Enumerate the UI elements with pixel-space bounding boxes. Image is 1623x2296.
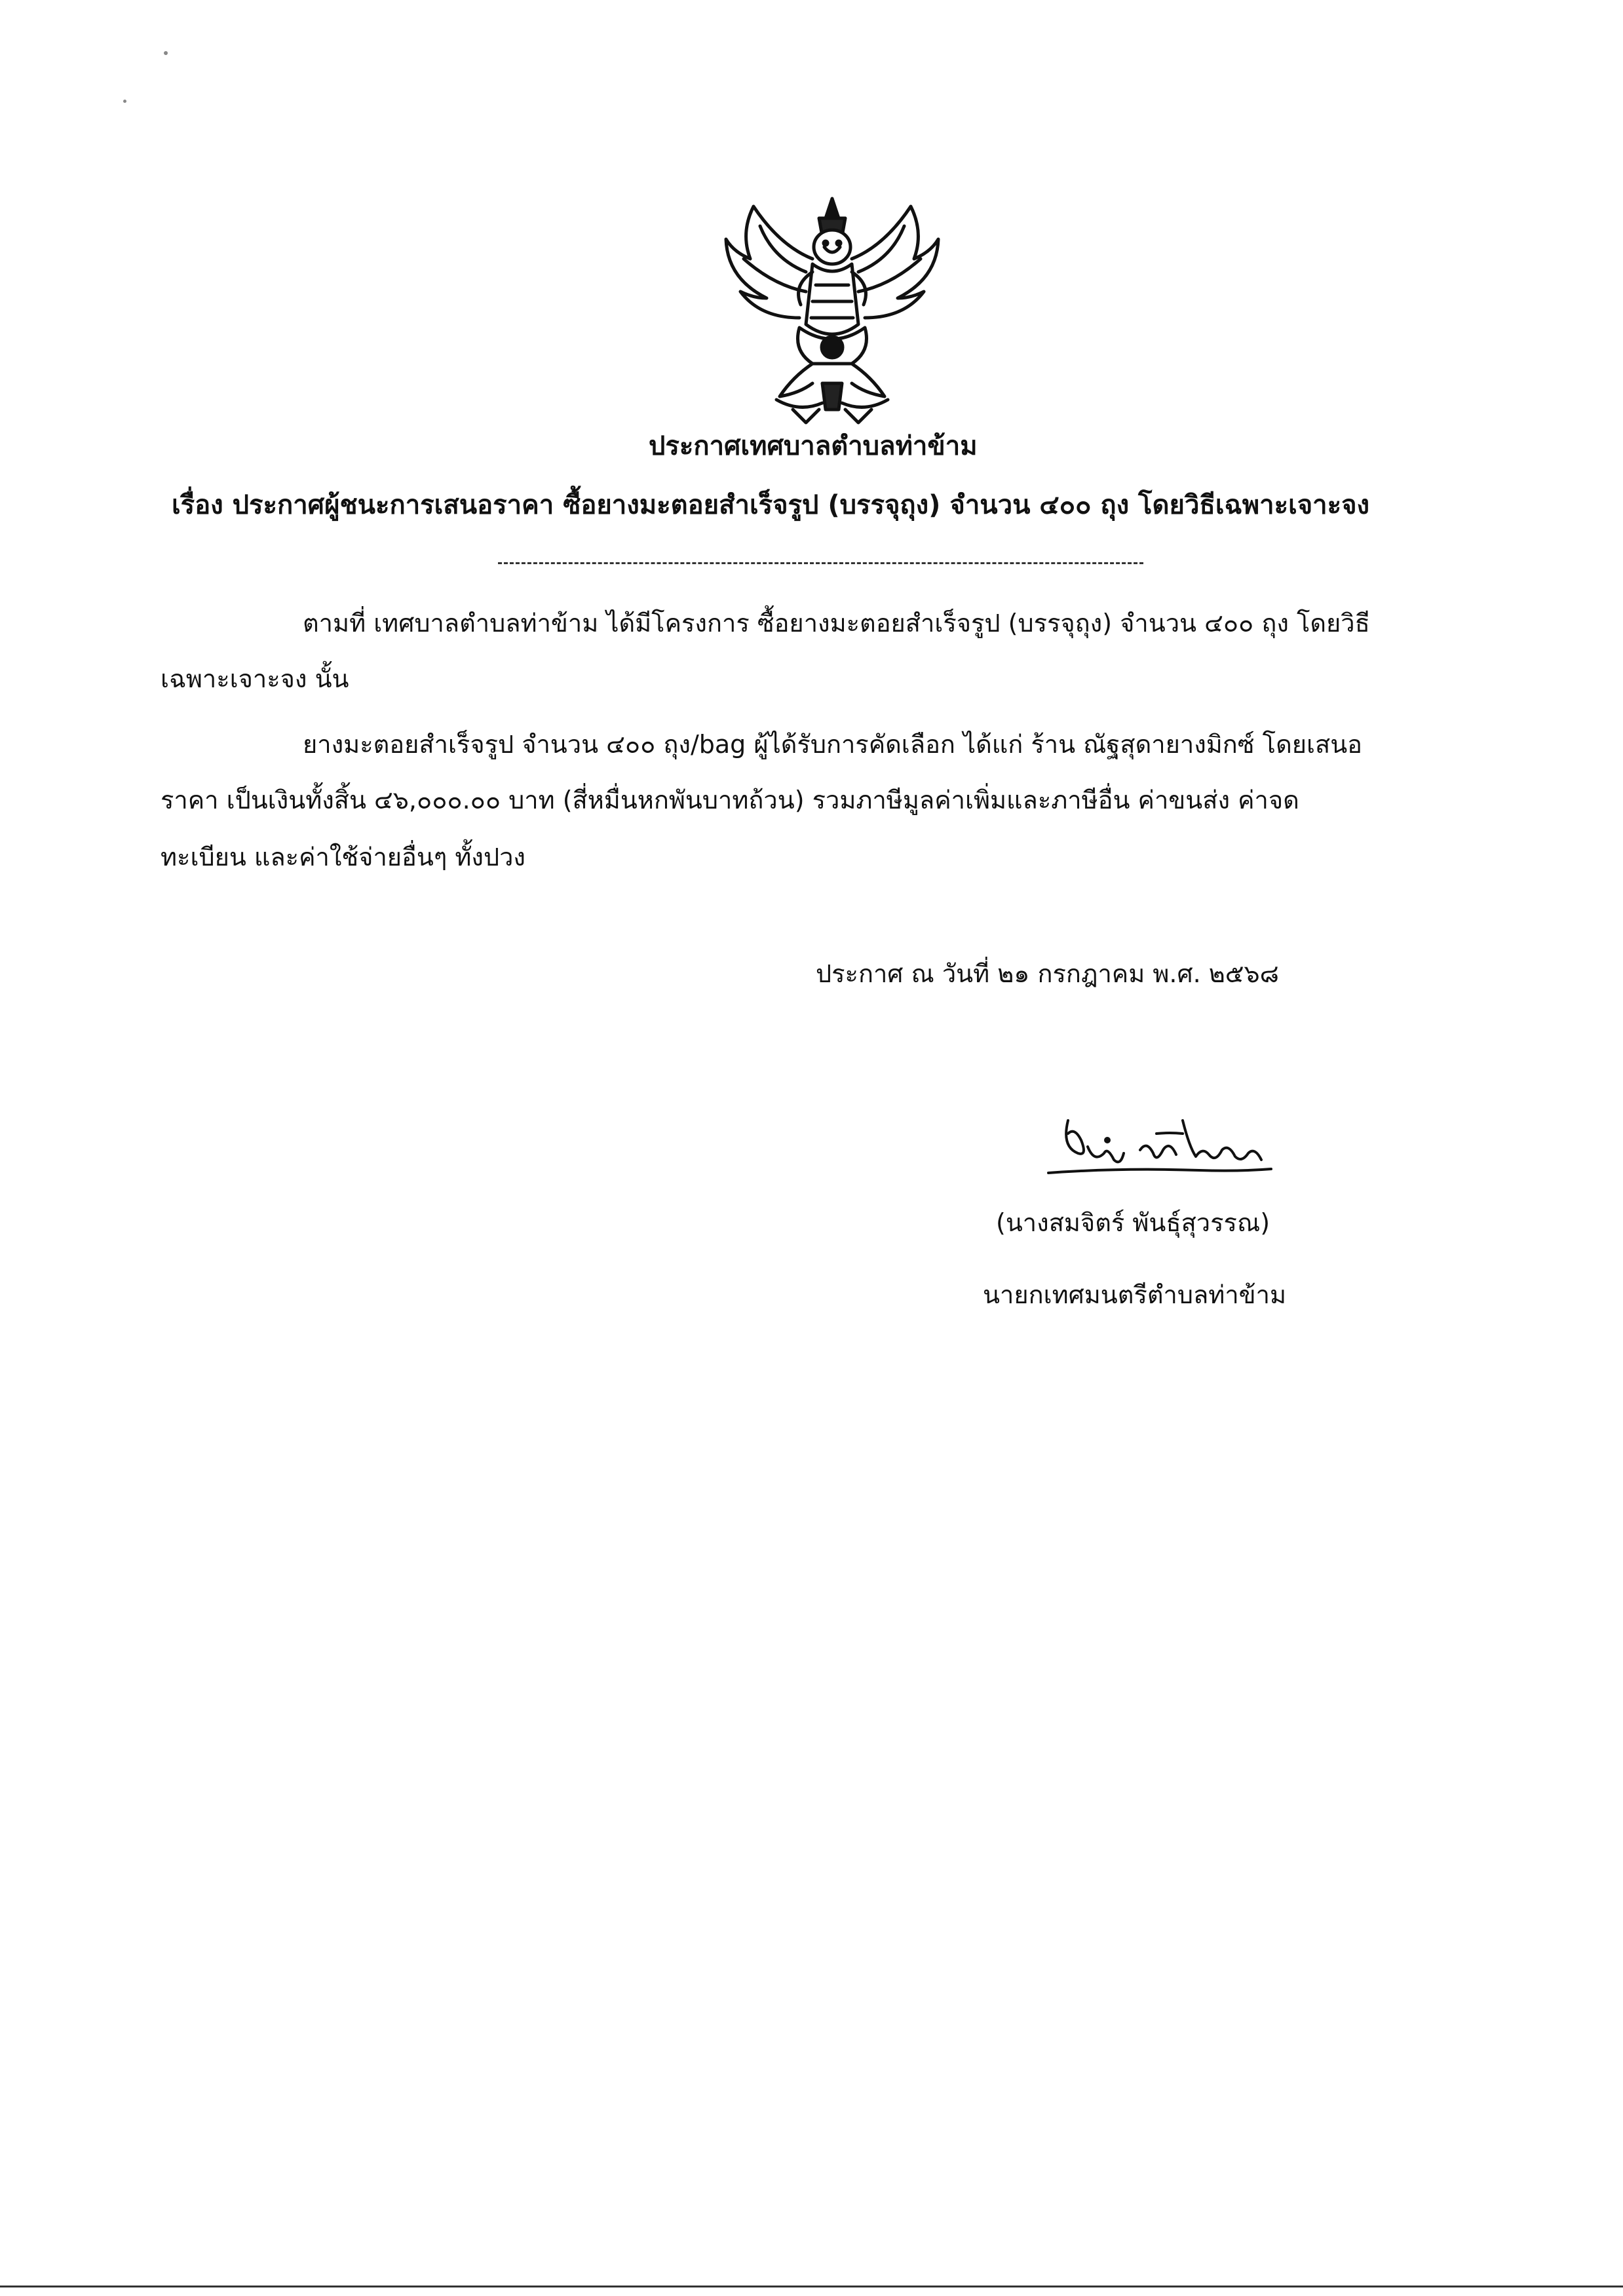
page-bottom-edge	[0, 2286, 1623, 2287]
document-organization-title: ประกาศเทศบาลตำบลท่าข้าม	[649, 431, 978, 461]
garuda-emblem-icon	[714, 187, 950, 429]
signatory-name: (นางสมจิตร์ พันธุ์สุวรรณ)	[996, 1208, 1270, 1237]
paragraph-1-line-2: เฉพาะเจาะจง นั้น	[161, 664, 349, 693]
announcement-date: ประกาศ ณ วันที่ ๒๑ กรกฎาคม พ.ศ. ๒๕๖๘	[816, 959, 1279, 988]
document-subject: เรื่อง ประกาศผู้ชนะการเสนอราคา ซื้อยางมะตอยสำเร็จรูป (บรรจุถุง) จำนวน ๔๐๐ ถุง โดยวิธีเฉพาะเจาะจง	[172, 490, 1370, 520]
paragraph-2-line-1: ยางมะตอยสำเร็จรูป จำนวน ๔๐๐ ถุง/bag ผู้ได้รับการคัดเลือก ได้แก่ ร้าน ณัฐสุดายางมิกซ์ โดยเสนอ	[303, 730, 1363, 759]
paragraph-1-line-1: ตามที่ เทศบาลตำบลท่าข้าม ได้มีโครงการ ซื้อยางมะตอยสำเร็จรูป (บรรจุถุง) จำนวน ๔๐๐ ถุง โดยวิธี	[303, 609, 1370, 638]
paragraph-2-line-2: ราคา เป็นเงินทั้งสิ้น ๔๖,๐๐๐.๐๐ บาท (สี่หมื่นหกพันบาทถ้วน) รวมภาษีมูลค่าเพิ่มและภาษีอื่น ค่าขนส่ง ค่าจด	[161, 786, 1299, 814]
header-divider	[498, 562, 1143, 564]
signatory-position: นายกเทศมนตรีตำบลท่าข้าม	[983, 1280, 1287, 1309]
scan-speck	[123, 100, 126, 103]
handwritten-signature-icon	[1042, 1107, 1278, 1193]
paragraph-2-line-3: ทะเบียน และค่าใช้จ่ายอื่นๆ ทั้งปวง	[161, 843, 525, 871]
scan-speck	[164, 51, 168, 55]
